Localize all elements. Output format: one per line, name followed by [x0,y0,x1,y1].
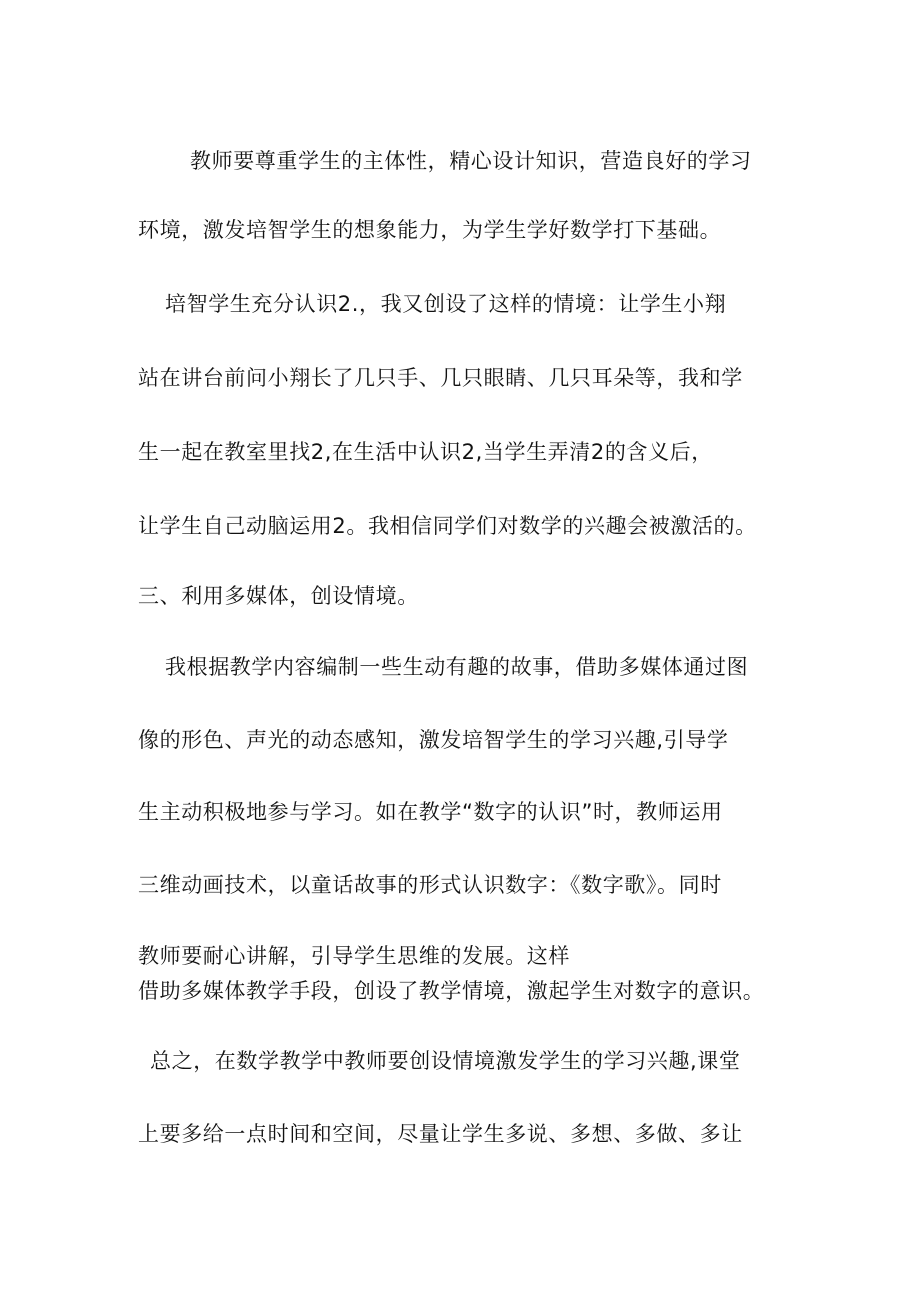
text-line-1: 教师要尊重学生的主体性，精心设计知识，营造良好的学习 [190,149,752,173]
text-line-10: 生主动积极地参与学习。如在教学“数字的认识”时，教师运用 [138,800,723,824]
text-line-14: 总之，在数学教学中教师要创设情境激发学生的学习兴趣,课堂 [150,1049,741,1073]
text-line-4: 站在讲台前问小翔长了几只手、几只眼睛、几只耳朵等，我和学 [138,366,743,390]
text-line-8: 我根据教学内容编制一些生动有趣的故事，借助多媒体通过图 [165,655,749,679]
text-line-9: 像的形色、声光的动态感知，激发培智学生的学习兴趣,引导学 [138,728,729,752]
section-heading: 三、利用多媒体，创设情境。 [138,584,419,608]
text-line-6: 让学生自己动脑运用2。我相信同学们对数学的兴趣会被激活的。 [138,514,757,538]
text-line-15: 上要多给一点时间和空间，尽量让学生多说、多想、多做、多让 [138,1122,743,1146]
text-line-12: 教师要耐心讲解，引导学生思维的发展。这样 [138,944,570,968]
text-line-5: 生一起在教室里找2,在生活中认识2,当学生弄清2的含义后， [138,440,713,464]
text-line-2: 环境，激发培智学生的想象能力，为学生学好数学打下基础。 [138,218,722,242]
text-line-11: 三维动画技术，以童话故事的形式认识数字：《数字歌》。同时 [138,873,722,897]
text-line-13: 借助多媒体教学手段，创设了教学情境，激起学生对数字的意识。 [138,979,765,1003]
text-line-3: 培智学生充分认识2.，我又创设了这样的情境：让学生小翔 [165,292,727,316]
